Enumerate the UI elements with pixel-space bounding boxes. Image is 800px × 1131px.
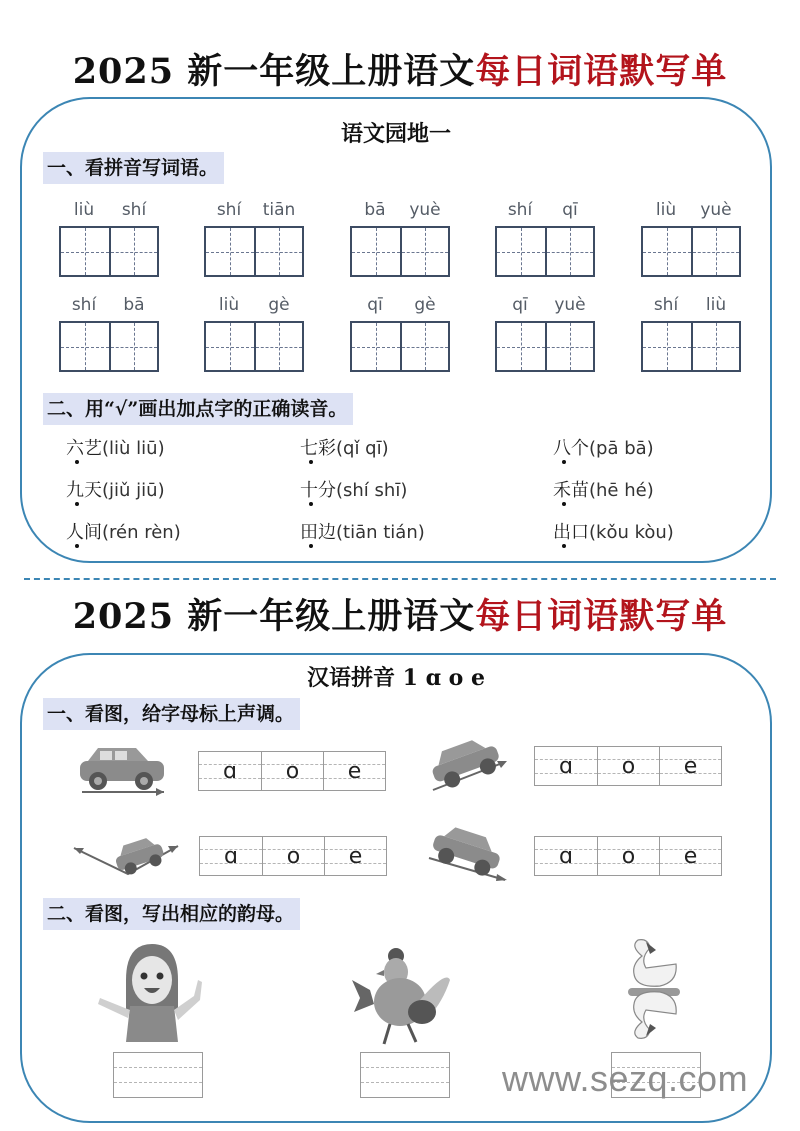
tianzige-grid[interactable] (495, 321, 595, 372)
pinyin-syllable: shí (507, 200, 533, 220)
title-red-part: 每日词语默写单 (475, 51, 728, 92)
reading-choice[interactable] (553, 434, 654, 460)
answer-box-rooster[interactable] (360, 1052, 450, 1098)
char: 彩 (318, 438, 336, 459)
letter-cell[interactable]: e (659, 837, 721, 875)
tianzige-cell[interactable] (61, 323, 109, 370)
tone-letters-row[interactable] (199, 836, 387, 876)
tianzige-cell[interactable] (497, 228, 545, 275)
tianzige-cell[interactable] (643, 323, 691, 370)
char: 间 (84, 522, 102, 543)
letter-cell[interactable]: e (324, 837, 386, 875)
reading-choice[interactable] (66, 476, 165, 502)
tianzige-grid[interactable] (495, 226, 595, 277)
dotted-char: 六 (66, 438, 84, 459)
char: 苗 (571, 480, 589, 501)
watermark: www.sezq.com (502, 1058, 749, 1099)
letter-cell[interactable]: o (262, 837, 324, 875)
girl-icon (96, 940, 208, 1042)
tianzige-cell[interactable] (691, 323, 739, 370)
reading-choice[interactable] (300, 518, 425, 544)
reading-choice[interactable] (66, 434, 165, 460)
pinyin-syllable: yuè (700, 200, 732, 220)
letter-cell[interactable]: o (261, 752, 323, 790)
tone-letters-row[interactable] (534, 746, 722, 786)
pinyin-options[interactable]: (rén rèn) (102, 522, 181, 543)
tianzige-cell[interactable] (497, 323, 545, 370)
word-box[interactable] (641, 200, 741, 277)
word-box[interactable] (59, 200, 159, 277)
card-title: 语文园地一 (340, 121, 451, 147)
tianzige-cell[interactable] (254, 323, 302, 370)
tianzige-grid[interactable] (59, 321, 159, 372)
pinyin-syllable: liù (655, 200, 677, 220)
dotted-char: 七 (300, 438, 318, 459)
tianzige-grid[interactable] (350, 226, 450, 277)
section-heading-mark-tones: 一、看图，给字母标上声调。 (43, 698, 300, 730)
char: 天 (84, 480, 102, 501)
pinyin-syllable: tiān (262, 200, 296, 220)
char: 分 (318, 480, 336, 501)
dotted-char: 十 (300, 480, 318, 501)
letter-cell[interactable]: ɑ (535, 837, 597, 875)
pinyin-syllable: qī (367, 295, 383, 315)
sheet1-title (0, 44, 800, 94)
car-downhill-icon (425, 822, 511, 882)
tianzige-cell[interactable] (545, 323, 593, 370)
pinyin-options[interactable]: (shí shī) (336, 480, 408, 501)
reading-choice[interactable] (553, 518, 674, 544)
car-valley-icon (70, 832, 182, 882)
tianzige-grid[interactable] (204, 321, 304, 372)
pinyin-syllable: bā (364, 200, 386, 220)
car-uphill-icon (425, 732, 511, 792)
pinyin-options[interactable]: (jiǔ jiū) (102, 480, 165, 501)
char: 口 (571, 522, 589, 543)
tianzige-cell[interactable] (254, 228, 302, 275)
tianzige-cell[interactable] (643, 228, 691, 275)
pinyin-syllable: shí (216, 200, 242, 220)
pinyin-options[interactable]: (qǐ qī) (336, 438, 389, 459)
tianzige-cell[interactable] (352, 228, 400, 275)
tone-letters-row[interactable] (198, 751, 386, 791)
tone-letters-row[interactable] (534, 836, 722, 876)
card-title: 汉语拼音 1 ɑ o e (307, 665, 485, 691)
cut-line-divider (24, 578, 776, 580)
answer-box-girl[interactable] (113, 1052, 203, 1098)
char: 艺 (84, 438, 102, 459)
word-box[interactable] (350, 200, 450, 277)
section-heading-write-finals: 二、看图，写出相应的韵母。 (43, 898, 300, 930)
dotted-char: 出 (553, 522, 571, 543)
pinyin-syllable: gè (414, 295, 436, 315)
reading-choice[interactable] (66, 518, 181, 544)
sheet2-title (0, 589, 800, 639)
reading-choice[interactable] (300, 434, 389, 460)
word-box[interactable] (59, 295, 159, 372)
pinyin-syllable: qī (562, 200, 578, 220)
word-box[interactable] (641, 295, 741, 372)
letter-cell[interactable]: e (323, 752, 385, 790)
letter-cell[interactable]: ɑ (200, 837, 262, 875)
pinyin-syllable: liù (218, 295, 240, 315)
section-heading-choose-reading: 二、用“√”画出加点字的正确读音。 (43, 393, 353, 425)
pinyin-syllable: bā (123, 295, 145, 315)
tianzige-cell[interactable] (109, 228, 157, 275)
pinyin-syllable: liù (705, 295, 727, 315)
pinyin-options[interactable]: (pā bā) (589, 438, 654, 459)
letter-cell[interactable]: o (597, 747, 659, 785)
tianzige-cell[interactable] (61, 228, 109, 275)
letter-cell[interactable]: e (659, 747, 721, 785)
title-black-part: 2025 新一年级上册语文 (72, 51, 476, 92)
tianzige-cell[interactable] (352, 323, 400, 370)
goose-icon (620, 936, 688, 1042)
letter-cell[interactable]: o (597, 837, 659, 875)
pinyin-options[interactable]: (tiān tián) (336, 522, 425, 543)
tianzige-grid[interactable] (641, 321, 741, 372)
tianzige-cell[interactable] (400, 323, 448, 370)
pinyin-syllable: shí (121, 200, 147, 220)
word-box[interactable] (495, 295, 595, 372)
word-box[interactable] (495, 200, 595, 277)
tianzige-grid[interactable] (59, 226, 159, 277)
word-box[interactable] (204, 295, 304, 372)
tianzige-grid[interactable] (204, 226, 304, 277)
dotted-char: 八 (553, 438, 571, 459)
rooster-icon (350, 940, 456, 1048)
section-heading-pinyin-write: 一、看拼音写词语。 (43, 152, 224, 184)
title-red-part: 每日词语默写单 (475, 596, 728, 637)
tianzige-cell[interactable] (206, 323, 254, 370)
pinyin-syllable: gè (268, 295, 290, 315)
letter-cell[interactable]: ɑ (535, 747, 597, 785)
tianzige-cell[interactable] (545, 228, 593, 275)
tianzige-cell[interactable] (400, 228, 448, 275)
tianzige-cell[interactable] (691, 228, 739, 275)
tianzige-cell[interactable] (206, 228, 254, 275)
tianzige-cell[interactable] (109, 323, 157, 370)
pinyin-syllable: qī (512, 295, 528, 315)
reading-choice[interactable] (300, 476, 407, 502)
dotted-char: 禾 (553, 480, 571, 501)
dotted-char: 九 (66, 480, 84, 501)
pinyin-syllable: liù (73, 200, 95, 220)
pinyin-options[interactable]: (hē hé) (589, 480, 654, 501)
char: 个 (571, 438, 589, 459)
pinyin-options[interactable]: (liù liū) (102, 438, 165, 459)
dotted-char: 人 (66, 522, 84, 543)
pinyin-syllable: shí (653, 295, 679, 315)
title-black-part: 2025 新一年级上册语文 (72, 596, 476, 637)
word-box[interactable] (204, 200, 304, 277)
dotted-char: 田 (300, 522, 318, 543)
car-flat-icon (72, 745, 172, 797)
tianzige-grid[interactable] (641, 226, 741, 277)
pinyin-syllable: yuè (409, 200, 441, 220)
char: 边 (318, 522, 336, 543)
pinyin-options[interactable]: (kǒu kòu) (589, 522, 674, 543)
pinyin-syllable: shí (71, 295, 97, 315)
tianzige-grid[interactable] (350, 321, 450, 372)
letter-cell[interactable]: ɑ (199, 752, 261, 790)
reading-choice[interactable] (553, 476, 654, 502)
pinyin-syllable: yuè (554, 295, 586, 315)
word-box[interactable] (350, 295, 450, 372)
